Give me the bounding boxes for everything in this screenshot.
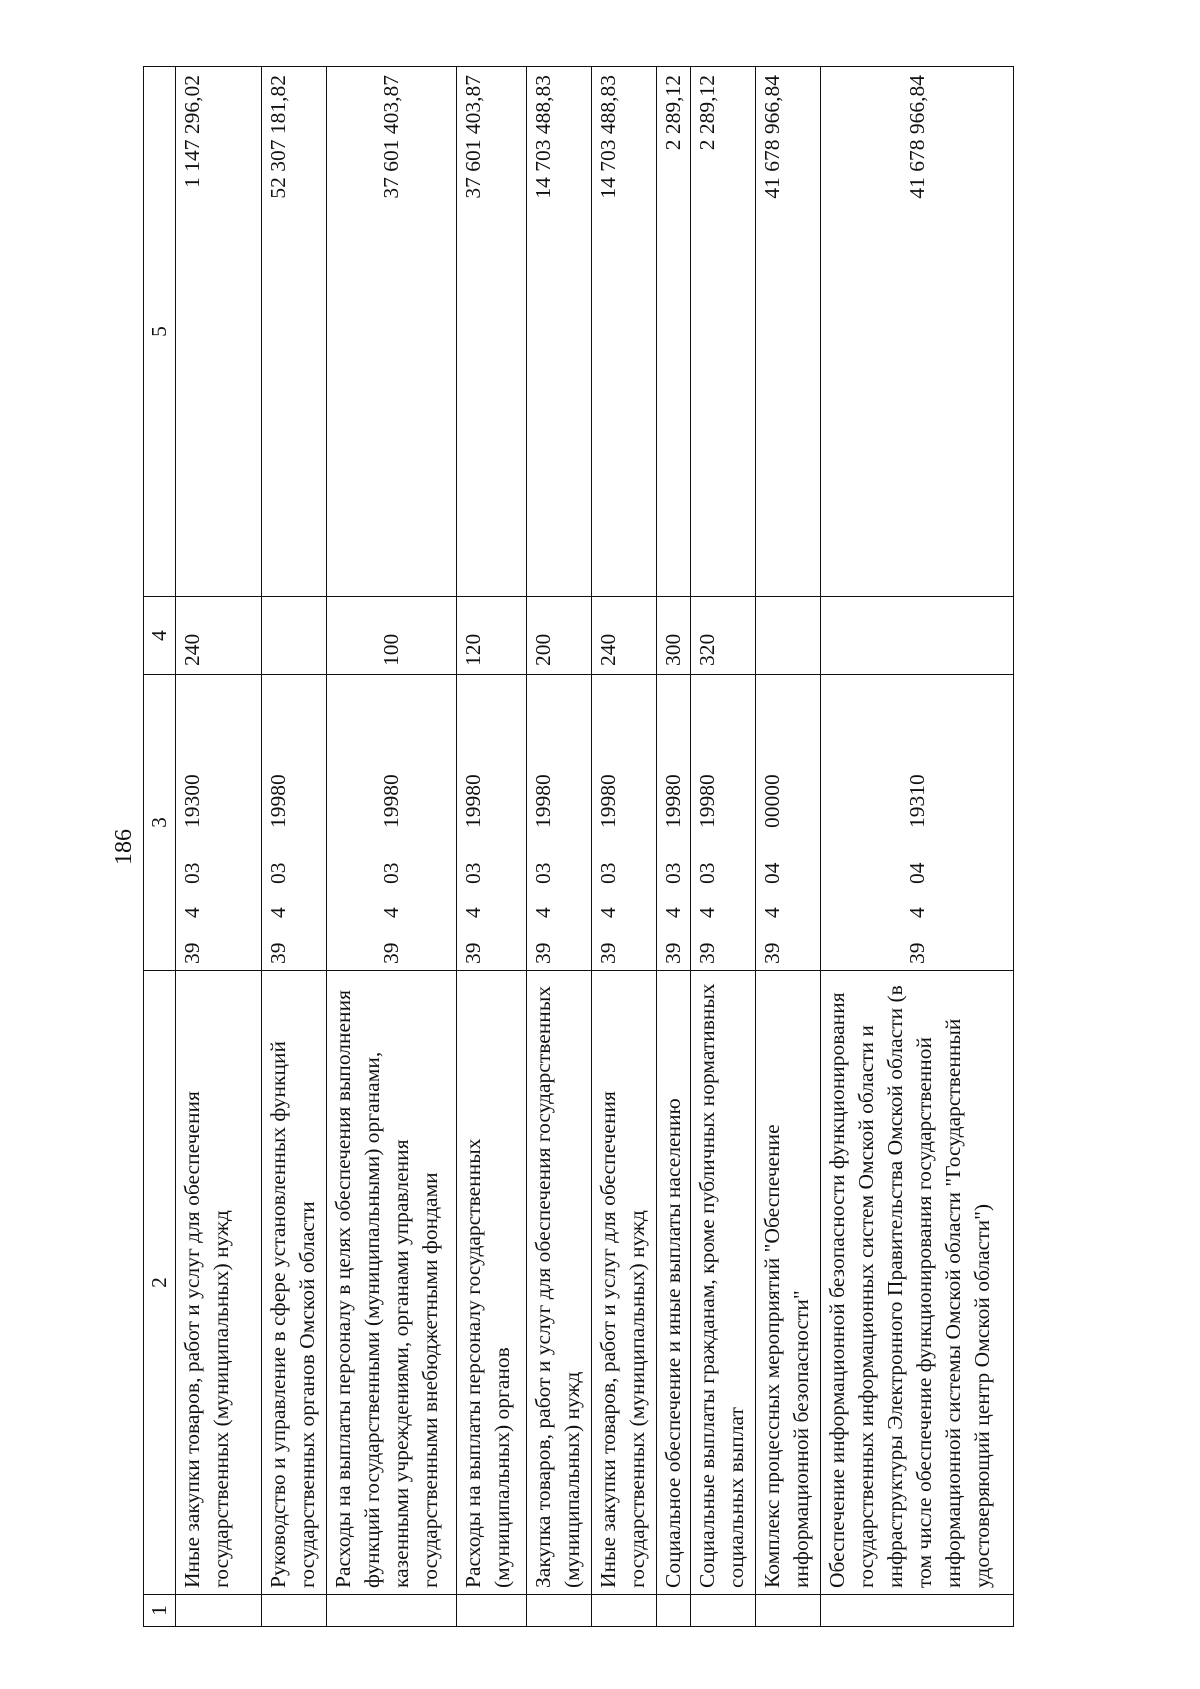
budget-table-container bbox=[143, 67, 1028, 1627]
code-part: 19980 bbox=[661, 774, 685, 828]
table-row bbox=[691, 67, 756, 1627]
code-part: 39 bbox=[596, 942, 620, 964]
code-part: 04 bbox=[760, 862, 784, 884]
code-part: 39 bbox=[180, 942, 204, 964]
row-code bbox=[262, 675, 327, 971]
row-index-cell bbox=[657, 1595, 691, 1627]
code-part: 19980 bbox=[461, 774, 485, 828]
code-part: 03 bbox=[180, 862, 204, 884]
row-index-cell bbox=[457, 1595, 527, 1627]
code-part: 39 bbox=[379, 942, 403, 964]
row-type: 240 bbox=[176, 597, 262, 675]
row-name: Социальное обеспечение и иные выплаты населению bbox=[657, 971, 691, 1595]
table-row bbox=[657, 67, 691, 1627]
code-part: 4 bbox=[760, 907, 784, 918]
code-part: 03 bbox=[461, 862, 485, 884]
code-part: 4 bbox=[531, 907, 555, 918]
code-part: 19300 bbox=[180, 774, 204, 828]
row-amount: 37 601 403,87 bbox=[457, 67, 527, 597]
code-part: 03 bbox=[695, 862, 719, 884]
row-name: Комплекс процессных мероприятий "Обеспечение информационной безопасности" bbox=[756, 971, 821, 1595]
row-code bbox=[457, 675, 527, 971]
row-amount: 41 678 966,84 bbox=[756, 67, 821, 597]
row-code bbox=[756, 675, 821, 971]
row-code bbox=[657, 675, 691, 971]
row-amount: 14 703 488,83 bbox=[527, 67, 592, 597]
row-type: 200 bbox=[527, 597, 592, 675]
code-part: 4 bbox=[904, 907, 929, 918]
table-row bbox=[176, 67, 262, 1627]
code-part: 4 bbox=[596, 907, 620, 918]
code-part: 39 bbox=[661, 942, 685, 964]
row-name: Руководство и управление в сфере установленных функций государственных органов Омской области bbox=[262, 971, 327, 1595]
row-amount: 2 289,12 bbox=[657, 67, 691, 597]
code-part: 19980 bbox=[531, 774, 555, 828]
table-row bbox=[457, 67, 527, 1627]
code-part: 03 bbox=[531, 862, 555, 884]
row-index-cell bbox=[756, 1595, 821, 1627]
row-index-cell bbox=[691, 1595, 756, 1627]
code-part: 4 bbox=[379, 907, 403, 918]
row-code bbox=[691, 675, 756, 971]
code-part: 4 bbox=[695, 907, 719, 918]
code-part: 19980 bbox=[695, 774, 719, 828]
row-amount: 14 703 488,83 bbox=[592, 67, 657, 597]
code-part: 4 bbox=[461, 907, 485, 918]
code-part: 03 bbox=[596, 862, 620, 884]
row-type: 300 bbox=[657, 597, 691, 675]
code-part: 39 bbox=[695, 942, 719, 964]
header-col-2: 2 bbox=[144, 971, 176, 1595]
row-name: Иные закупки товаров, работ и услуг для обеспечения государственных (муниципальных) нужд bbox=[176, 971, 262, 1595]
code-part: 03 bbox=[661, 862, 685, 884]
table-row bbox=[592, 67, 657, 1627]
row-type bbox=[262, 597, 327, 675]
code-part: 39 bbox=[904, 942, 929, 964]
row-type: 240 bbox=[592, 597, 657, 675]
code-part: 4 bbox=[661, 907, 685, 918]
row-amount: 1 147 296,02 bbox=[176, 67, 262, 597]
row-index-cell bbox=[527, 1595, 592, 1627]
row-name: Закупка товаров, работ и услуг для обеспечения государственных (муниципальных) нужд bbox=[527, 971, 592, 1595]
code-part: 4 bbox=[180, 907, 204, 918]
code-part: 19310 bbox=[904, 774, 929, 828]
row-index-cell bbox=[821, 1595, 1014, 1627]
row-index-cell bbox=[262, 1595, 327, 1627]
row-code bbox=[176, 675, 262, 971]
code-part: 03 bbox=[266, 862, 290, 884]
row-code bbox=[527, 675, 592, 971]
code-part: 19980 bbox=[596, 774, 620, 828]
table-row bbox=[327, 67, 457, 1627]
row-code bbox=[327, 675, 457, 971]
row-index-cell bbox=[327, 1595, 457, 1627]
row-amount: 2 289,12 bbox=[691, 67, 756, 597]
code-part: 4 bbox=[266, 907, 290, 918]
row-code bbox=[821, 675, 1014, 971]
row-name: Расходы на выплаты персоналу государственных (муниципальных) органов bbox=[457, 971, 527, 1595]
row-index-cell bbox=[176, 1595, 262, 1627]
code-part: 04 bbox=[904, 862, 929, 884]
row-name: Обеспечение информационной безопасности функционирования государственных информационных систем Омской области и инфраструктуры Электронного Правительства Омской области (в том числе обеспечение функционирования государственной информационной системы Омской области "Государственный удостоверяющий центр Омской области") bbox=[821, 971, 1014, 1595]
row-type bbox=[821, 597, 1014, 675]
row-code bbox=[592, 675, 657, 971]
row-type: 320 bbox=[691, 597, 756, 675]
row-amount: 37 601 403,87 bbox=[327, 67, 457, 597]
page-number: 186 bbox=[111, 829, 137, 865]
table-row bbox=[527, 67, 592, 1627]
code-part: 19980 bbox=[266, 774, 290, 828]
row-name: Расходы на выплаты персоналу в целях обеспечения выполнения функций государственными (муниципальными) органами, казенными учреждениями, органами управления государственными внебюджетными фондами bbox=[327, 971, 457, 1595]
table-row bbox=[262, 67, 327, 1627]
code-part: 39 bbox=[531, 942, 555, 964]
row-name: Иные закупки товаров, работ и услуг для обеспечения государственных (муниципальных) нужд bbox=[592, 971, 657, 1595]
row-amount: 52 307 181,82 bbox=[262, 67, 327, 597]
table-row bbox=[821, 67, 1014, 1627]
row-name: Социальные выплаты гражданам, кроме публичных нормативных социальных выплат bbox=[691, 971, 756, 1595]
header-col-3: 3 bbox=[144, 675, 176, 971]
code-part: 39 bbox=[461, 942, 485, 964]
header-col-5: 5 bbox=[144, 67, 176, 597]
code-part: 39 bbox=[266, 942, 290, 964]
row-amount: 41 678 966,84 bbox=[821, 67, 1014, 597]
code-part: 19980 bbox=[379, 774, 403, 828]
budget-table bbox=[143, 66, 1014, 1627]
row-type: 100 bbox=[327, 597, 457, 675]
table-row bbox=[756, 67, 821, 1627]
header-row bbox=[144, 67, 176, 1627]
code-part: 00000 bbox=[760, 774, 784, 828]
header-col-4: 4 bbox=[144, 597, 176, 675]
row-type bbox=[756, 597, 821, 675]
row-type: 120 bbox=[457, 597, 527, 675]
code-part: 03 bbox=[379, 862, 403, 884]
row-index-cell bbox=[592, 1595, 657, 1627]
code-part: 39 bbox=[760, 942, 784, 964]
header-col-1: 1 bbox=[144, 1595, 176, 1627]
